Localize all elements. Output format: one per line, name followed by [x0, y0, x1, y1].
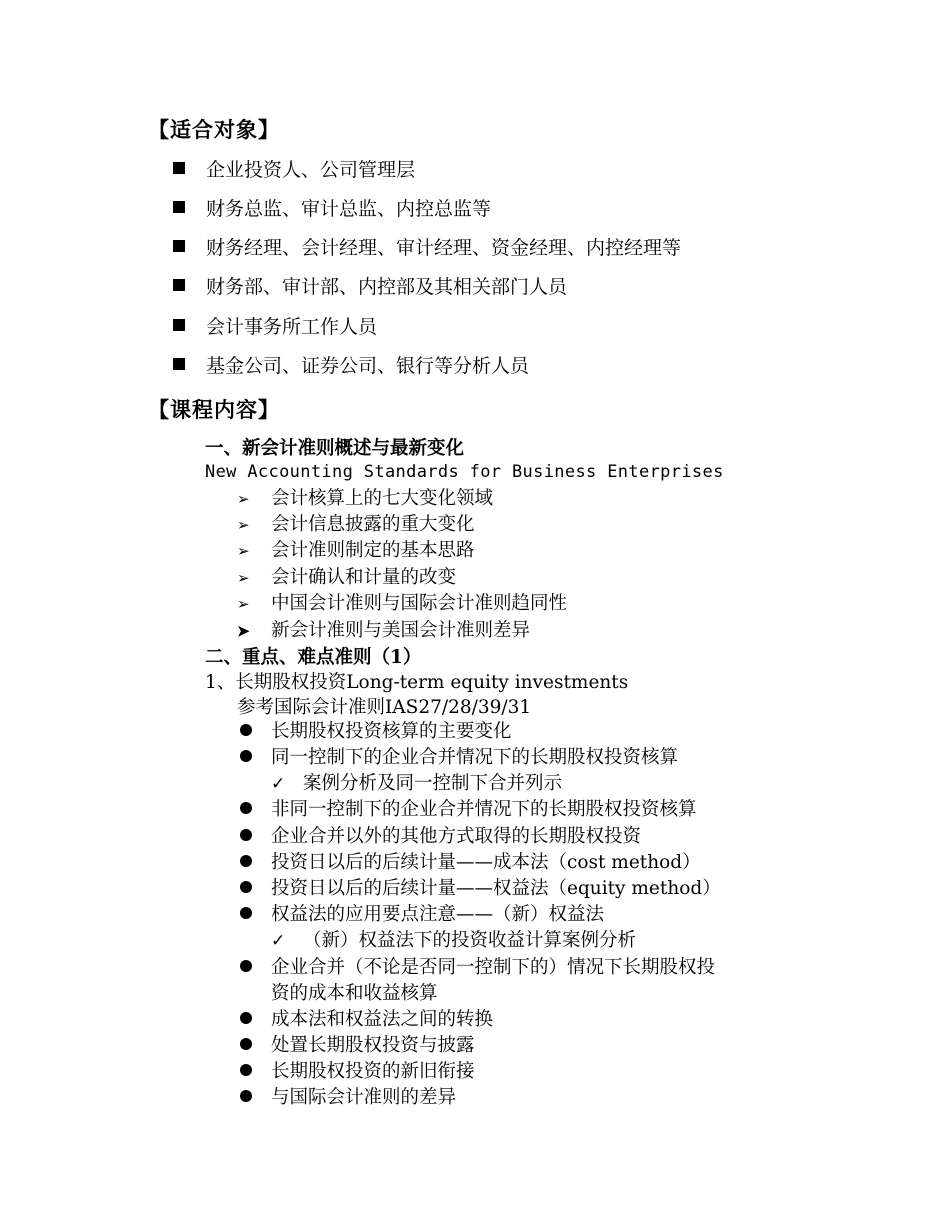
list-item — [271, 926, 636, 952]
list-item — [237, 484, 493, 510]
list-item-text: 与国际会计准则的差异 — [271, 1087, 457, 1108]
audience-heading: 【适合对象】 — [148, 117, 280, 142]
list-item-text: 案例分析及同一控制下合并列示 — [303, 773, 563, 794]
list-item-text: 长期股权投资的新旧衔接 — [271, 1061, 475, 1082]
dot-bullet-icon — [240, 881, 252, 893]
list-item-text: 权益法的应用要点注意——（新）权益法 — [271, 904, 605, 925]
list-item — [173, 155, 415, 182]
dot-bullet-icon — [240, 855, 252, 867]
checkmark-bullet-icon: ✓ — [271, 931, 286, 951]
list-item-text: 基金公司、证券公司、银行等分析人员 — [206, 355, 530, 377]
part1-title: 一、新会计准则概述与最新变化 — [205, 438, 465, 459]
list-item-text: 中国会计准则与国际会计准则趋同性 — [271, 593, 568, 614]
list-item — [240, 953, 715, 979]
dot-bullet-icon — [240, 1090, 252, 1102]
list-item-text: 会计事务所工作人员 — [206, 316, 378, 338]
list-item-text: 会计核算上的七大变化领域 — [271, 488, 494, 509]
square-bullet-icon — [173, 162, 185, 174]
list-item — [173, 351, 529, 378]
list-item-text: 会计信息披露的重大变化 — [271, 514, 475, 535]
list-item — [173, 272, 567, 299]
arrow-bullet-icon: ➢ — [237, 490, 250, 508]
list-item — [173, 312, 377, 339]
dot-bullet-icon — [240, 960, 252, 972]
list-item — [237, 536, 475, 562]
list-item — [237, 563, 456, 589]
list-item — [240, 1083, 456, 1109]
list-item-text: 处置长期股权投资与披露 — [271, 1035, 475, 1056]
dot-bullet-icon — [240, 829, 252, 841]
list-item-text: 同一控制下的企业合并情况下的长期股权投资核算 — [271, 747, 679, 768]
list-item-text: 非同一控制下的企业合并情况下的长期股权投资核算 — [271, 799, 697, 820]
list-item-text: 会计确认和计量的改变 — [271, 567, 457, 588]
part2-topic-text: 1、长期股权投资Long-term equity investments — [205, 672, 629, 693]
dot-bullet-icon — [240, 724, 252, 736]
list-item — [240, 1005, 493, 1031]
list-item-text: 会计准则制定的基本思路 — [271, 540, 475, 561]
course-heading: 【课程内容】 — [148, 397, 280, 422]
arrow-bullet-icon: ➢ — [237, 542, 250, 560]
list-item-text: 财务经理、会计经理、审计经理、资金经理、内控经理等 — [206, 237, 682, 259]
list-item — [240, 874, 721, 900]
list-item — [240, 1057, 475, 1083]
list-item-text: 投资日以后的后续计量——权益法（equity method） — [271, 878, 721, 899]
list-item — [173, 233, 681, 260]
list-item — [173, 194, 491, 221]
list-item-text: 成本法和权益法之间的转换 — [271, 1009, 494, 1030]
checkmark-bullet-icon: ✓ — [271, 774, 286, 794]
square-bullet-icon — [173, 279, 185, 291]
arrow-bullet-icon: ➢ — [237, 595, 250, 613]
list-item-text: 企业投资人、公司管理层 — [206, 159, 416, 181]
list-item — [240, 822, 641, 848]
list-item — [240, 900, 604, 926]
list-item-text: 长期股权投资核算的主要变化 — [271, 721, 512, 742]
arrow-bullet-icon: ➢ — [237, 516, 250, 534]
part1-subtitle-en: New Accounting Standards for Business Enterprises — [205, 462, 724, 482]
dot-bullet-icon — [240, 1064, 252, 1076]
list-item — [237, 589, 567, 615]
part2-reference: 参考国际会计准则IAS27/28/39/31 — [237, 697, 532, 718]
list-item — [271, 769, 562, 795]
dot-bullet-icon — [240, 1038, 252, 1050]
list-item-text: 企业合并以外的其他方式取得的长期股权投资 — [271, 826, 642, 847]
list-item — [240, 1031, 475, 1057]
arrow-bullet-icon: ➤ — [237, 622, 250, 640]
list-item — [237, 616, 530, 642]
list-item-continuation: 资的成本和收益核算 — [271, 983, 438, 1004]
list-item-text: 财务部、审计部、内控部及其相关部门人员 — [206, 276, 568, 298]
dot-bullet-icon — [240, 907, 252, 919]
list-item — [237, 510, 475, 536]
part2-topic — [205, 668, 628, 694]
square-bullet-icon — [173, 319, 185, 331]
list-item — [240, 717, 512, 743]
list-item-text: 新会计准则与美国会计准则差异 — [271, 620, 531, 641]
list-item-text: 财务总监、审计总监、内控总监等 — [206, 198, 492, 220]
list-item — [240, 795, 697, 821]
dot-bullet-icon — [240, 802, 252, 814]
list-item — [240, 848, 701, 874]
part2-title: 二、重点、难点准则（1） — [205, 647, 422, 668]
dot-bullet-icon — [240, 750, 252, 762]
list-item — [240, 743, 678, 769]
list-item-text: （新）权益法下的投资收益计算案例分析 — [303, 930, 637, 951]
square-bullet-icon — [173, 240, 185, 252]
square-bullet-icon — [173, 201, 185, 213]
list-item-text: 投资日以后的后续计量——成本法（cost method） — [271, 852, 701, 873]
square-bullet-icon — [173, 358, 185, 370]
arrow-bullet-icon: ➢ — [237, 569, 250, 587]
dot-bullet-icon — [240, 1012, 252, 1024]
list-item-text: 企业合并（不论是否同一控制下的）情况下长期股权投 — [271, 957, 716, 978]
